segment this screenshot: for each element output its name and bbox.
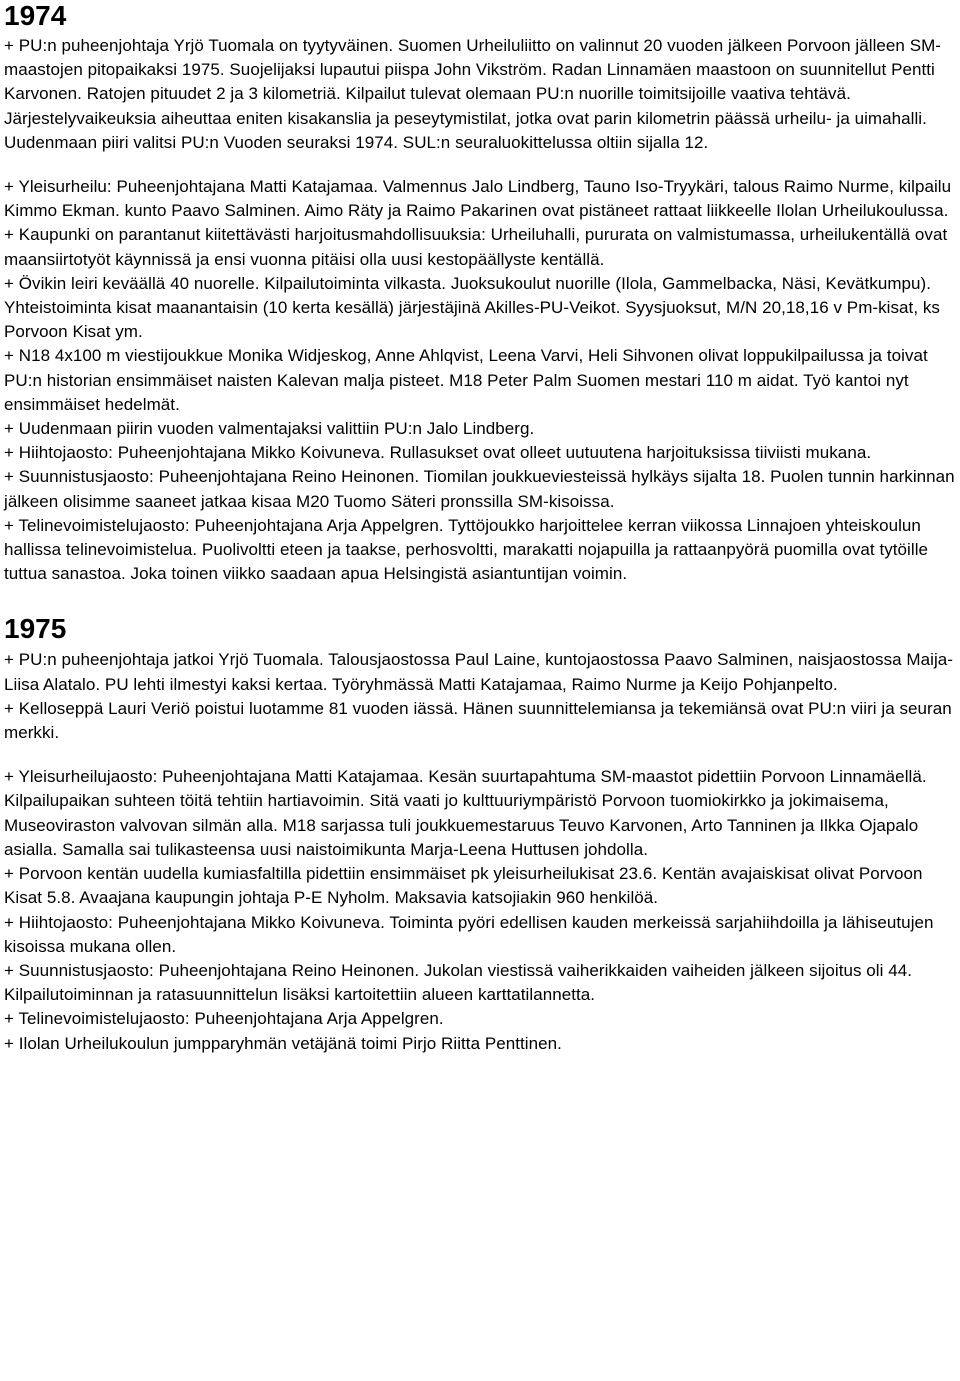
paragraph-1975-kentta: + Porvoon kentän uudella kumiasfaltilla pidettiin ensimmäiset pk yleisurheilukisat 23.6. Kentän avajaiskisat olivat Porvoon Kisat 5.8. Avaajana kaupungin johtaja P-E Nyholm. Maksavia katsojiakin 960 henkilöä. [4,864,923,908]
year-heading-1975: 1975 [4,613,67,645]
paragraph-1974-ovik: + Övikin leiri keväällä 40 nuorelle. Kilpailutoiminta vilkasta. Juoksukoulut nuorille (Ilola, Gammelbacka, Näsi, Kevätkumpu). Yhteistoiminta kisat maanantaisin (10 kerta kesällä) järjestäjinä Akilles-PU-Veikot. Syysjuoksut, M/N 20,18,16 v Pm-kisat, ks Porvoon Kisat ym. [4,273,940,342]
paragraph-1975-suunnistus: + Suunnistusjaosto: Puheenjohtajana Reino Heinonen. Jukolan viestissä vaiherikkaiden vaiheiden jälkeen sijoitus oli 44. Kilpailutoiminnan ja ratasuunnittelun lisäksi kartoitettiin alueen karttatilannetta. [4,960,913,1005]
paragraph-1974-kaupunki: + Kaupunki on parantanut kiitettävästi harjoitusmahdollisuuksia: Urheiluhalli, pururata on valmistumassa, urheilukentällä ovat maansiirtotyöt käynnissä ja ensi vuonna pitäisi olla uusi kestopäällyste kentällä. [4,225,948,269]
section-1974 [4,0,956,586]
section-1975 [4,610,956,1055]
paragraph-1974-telinevoimistelu: + Telinevoimistelujaosto: Puheenjohtajana Arja Appelgren. Tyttöjoukko harjoittelee kerran viikossa Linnajoen yhteiskoulun hallissa telinevoimistelua. Puolivoltti eteen ja taakse, perhosvoltti, marakatti nojapuilla ja rattaanpyörä puomilla ovat tytöille tuttua sanastoa. Joka toinen viikko saadaan apua Helsingistä asiantuntijan voimin. [4,515,929,584]
paragraph-1974-intro: + PU:n puheenjohtaja Yrjö Tuomala on tyytyväinen. Suomen Urheiluliitto on valinnut 20 vuoden jälkeen Porvoon jälleen SM-maastojen pitopaikaksi 1975. Suojelijaksi lupautui piispa John Vikström. Radan Linnamäen maastoon on suunnitellut Pentti Karvonen. Ratojen pituudet 2 ja 3 kilometriä. Kilpailut tulevat olemaan PU:n nuorille toimitsijoille vaativa tehtävä. Järjestelyvaikeuksia aiheuttaa eniten kisakanslia ja peseytymistilat, jotka ovat parin kilometrin päässä urheilu- ja uimahalli. Uudenmaan piiri valitsi PU:n Vuoden seuraksi 1974. SUL:n seuraluokittelussa oltiin sijalla 12. [4,36,942,152]
paragraph-1974-valmentaja: + Uudenmaan piirin vuoden valmentajaksi valittiin PU:n Jalo Lindberg. [4,419,535,439]
paragraph-1974-viesti: + N18 4x100 m viestijoukkue Monika Widjeskog, Anne Ahlqvist, Leena Varvi, Heli Sihvonen olivat loppukilpailussa ja toivat PU:n historian ensimmäiset naisten Kalevan malja pisteet. M18 Peter Palm Suomen mestari 110 m aidat. Työ kantoi nyt ensimmäiset hedelmät. [4,346,928,414]
paragraph-1975-hiihto: + Hiihtojaosto: Puheenjohtajana Mikko Koivuneva. Toiminta pyöri edellisen kauden merkeissä sarjahiihdoilla ja lähiseutujen kisoissa mukana ollen. [4,912,934,956]
paragraph-1975-intro: + PU:n puheenjohtaja jatkoi Yrjö Tuomala. Talousjaostossa Paul Laine, kuntojaostossa Paavo Salminen, naisjaostossa Maija-Liisa Alatalo. PU lehti ilmestyi kaksi kertaa. Työryhmässä Matti Katajamaa, Raimo Nurme ja Keijo Pohjanpelto. [4,650,954,694]
paragraph-1975-yleisurheilu: + Yleisurheilujaosto: Puheenjohtajana Matti Katajamaa. Kesän suurtapahtuma SM-maastot pidettiin Porvoon Linnamäellä. Kilpailupaikan suhteen töitä tehtiin hartiavoimin. Sitä vaati jo kulttuuriympäristö Porvoon tuomiokirkko ja jokimaisema, Museoviraston valvovan silmän alla. M18 sarjassa tuli joukkuemestaruus Teuvo Karvonen, Arto Tanninen ja Ilkka Ojapalo asialla. Samalla sai tulikasteensa uusi naistoimikunta Marja-Leena Huttusen johdolla. [4,767,927,859]
paragraph-1974-hiihto: + Hiihtojaosto: Puheenjohtajana Mikko Koivuneva. Rullasukset ovat olleet uutuutena harjoituksissa tiiviisti mukana. [4,443,872,463]
paragraph-1974-suunnistus: + Suunnistusjaosto: Puheenjohtajana Reino Heinonen. Tiomilan joukkueviesteissä hylkäys sijalta 18. Puolen tunnin harkinnan jälkeen olisimme saaneet jatkaa kisaa M20 Tuomo Säteri pronssilla SM-kisoissa. [4,467,955,511]
paragraph-1975-telinevoimistelu: + Telinevoimistelujaosto: Puheenjohtajana Arja Appelgren. [4,1009,444,1029]
document-page [4,0,956,1056]
paragraph-1975-kelloseppa: + Kelloseppä Lauri Veriö poistui luotamme 81 vuoden iässä. Hänen suunnittelemiansa ja tekemiänsä ovat PU:n viiri ja seuran merkki. [4,698,952,743]
paragraph-1974-yleisurheilu: + Yleisurheilu: Puheenjohtajana Matti Katajamaa. Valmennus Jalo Lindberg, Tauno Iso-Tryykäri, talous Raimo Nurme, kilpailu Kimmo Ekman. kunto Paavo Salminen. Aimo Räty ja Raimo Pakarinen ovat pistäneet rattaat liikkeelle Ilolan Urheilukoulussa. [4,177,952,221]
year-heading-1974: 1974 [4,0,67,31]
paragraph-1975-jumppa: + Ilolan Urheilukoulun jumpparyhmän vetäjänä toimi Pirjo Riitta Penttinen. [4,1033,562,1053]
